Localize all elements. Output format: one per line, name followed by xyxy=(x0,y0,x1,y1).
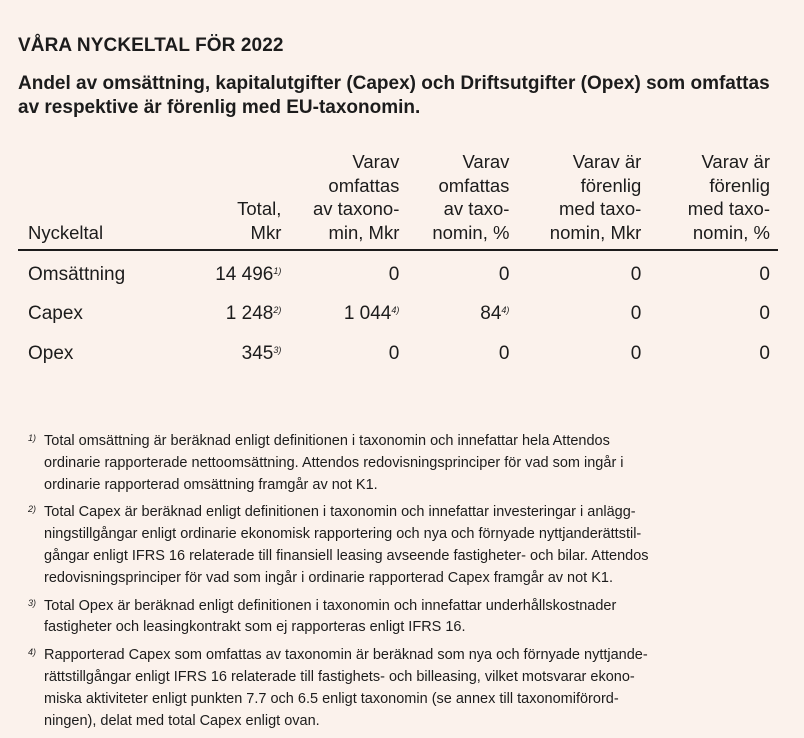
cell-aligned-mkr: 0 xyxy=(630,342,642,364)
cell-aligned-pct: 0 xyxy=(759,342,770,364)
cell-value: 84 xyxy=(480,303,502,325)
footnote-item xyxy=(28,502,784,589)
page-subtitle: Andel av omsättning, kapitalutgifter (Capex) och Driftsutgifter (Opex) som omfattas av respektive är förenlig med EU-taxonomin. xyxy=(18,73,770,118)
cell-value: 0 xyxy=(388,263,400,285)
table-row xyxy=(18,295,778,335)
footnote-number: 1) xyxy=(28,433,37,443)
kpi-table xyxy=(18,150,778,374)
table-row xyxy=(18,250,778,295)
header-covered-mkr xyxy=(289,150,407,250)
footnote-number: 2) xyxy=(28,504,37,515)
cell-value: 345 xyxy=(241,342,274,364)
row-label: Opex xyxy=(28,342,74,364)
page-title: VÅRA NYCKELTAL FÖR 2022 xyxy=(18,35,284,56)
header-aligned-pct xyxy=(649,150,778,250)
header-nyckeltal xyxy=(18,150,191,250)
header-label: Varav omfattas av taxo- nomin, % xyxy=(432,151,510,243)
cell-value: 1 248 xyxy=(225,303,274,325)
header-label: Varav är förenlig med taxo- nomin, Mkr xyxy=(549,151,642,243)
cell-covered-pct xyxy=(407,250,517,295)
cell-total xyxy=(191,250,289,295)
row-label: Omsättning xyxy=(28,263,126,285)
cell-covered-pct xyxy=(407,334,517,374)
footnote-text: Total Capex är beräknad enligt definitionen i taxonomin och innefattar investeringar i anlägg- ningstillgångar enligt ordinarie ekonomisk rapportering och nya och förnyade nyttjanderättstil- gångar enligt IFRS 16 relaterade till finansiell leasing avseende fastigheter- och bilar. Attendos redovisningsprinciper för vad som ingår i ordinarie rapporterad Capex framgår av not K1. xyxy=(44,504,649,586)
footnote-text: Total Opex är beräknad enligt definitionen i taxonomin och innefattar underhållskostnader fastigheter och leasingkontrakt som ej rapporteras enligt IFRS 16. xyxy=(44,597,617,636)
cell-aligned-mkr: 0 xyxy=(630,303,642,325)
cell-aligned-pct: 0 xyxy=(759,303,770,325)
footnote-ref: 4) xyxy=(391,305,400,316)
cell-value: 0 xyxy=(498,263,510,285)
header-label: Varav är förenlig med taxo- nomin, % xyxy=(687,151,770,243)
cell-aligned-mkr: 0 xyxy=(630,263,642,285)
cell-total xyxy=(191,295,289,335)
cell-total xyxy=(191,334,289,374)
footnote-text: Total omsättning är beräknad enligt definitionen i taxonomin och innefattar hela Attendos ordinarie rapporterade nettoomsättning. Attendos redovisningsprinciper för vad som ingår i ordinarie rapporterad omsättning framgår av not K1. xyxy=(44,433,624,493)
footnote-text: Rapporterad Capex som omfattas av taxonomin är beräknad som nya och förnyade nyttjande- rättstillgångar enligt IFRS 16 relaterade till fastighets- och billeasing, vilket motsvarar ekono- miska aktiviteter enligt punkten 7.7 och 6.5 enligt taxonomin (se annex till taxonomiförord- ningen), delat med total Capex enligt ovan. xyxy=(44,647,648,729)
footnote-number: 4) xyxy=(28,647,37,658)
footnote-ref: 1) xyxy=(273,265,282,276)
cell-value: 14 496 xyxy=(215,263,274,285)
header-total xyxy=(191,150,289,250)
cell-value: 1 044 xyxy=(343,303,392,325)
header-aligned-mkr xyxy=(517,150,649,250)
footnote-number: 3) xyxy=(28,597,37,608)
footnote-ref: 3) xyxy=(273,344,282,355)
footnote-item xyxy=(28,645,784,732)
footnotes xyxy=(28,431,784,738)
header-covered-pct xyxy=(407,150,517,250)
cell-value: 0 xyxy=(498,342,510,364)
cell-value: 0 xyxy=(388,342,400,364)
footnote-item xyxy=(28,596,784,640)
cell-covered-mkr xyxy=(289,295,407,335)
cell-covered-mkr xyxy=(289,250,407,295)
row-label: Capex xyxy=(28,303,83,325)
header-label: Total, Mkr xyxy=(237,198,282,243)
header-label: Varav omfattas av taxono- min, Mkr xyxy=(312,151,400,243)
header-label: Nyckeltal xyxy=(28,221,104,243)
footnote-item xyxy=(28,431,784,496)
cell-covered-mkr xyxy=(289,334,407,374)
footnote-ref: 4) xyxy=(501,305,510,316)
footnote-ref: 2) xyxy=(273,305,282,316)
table-row xyxy=(18,334,778,374)
table-header-row xyxy=(18,150,778,250)
cell-aligned-pct: 0 xyxy=(759,263,770,285)
cell-covered-pct xyxy=(407,295,517,335)
